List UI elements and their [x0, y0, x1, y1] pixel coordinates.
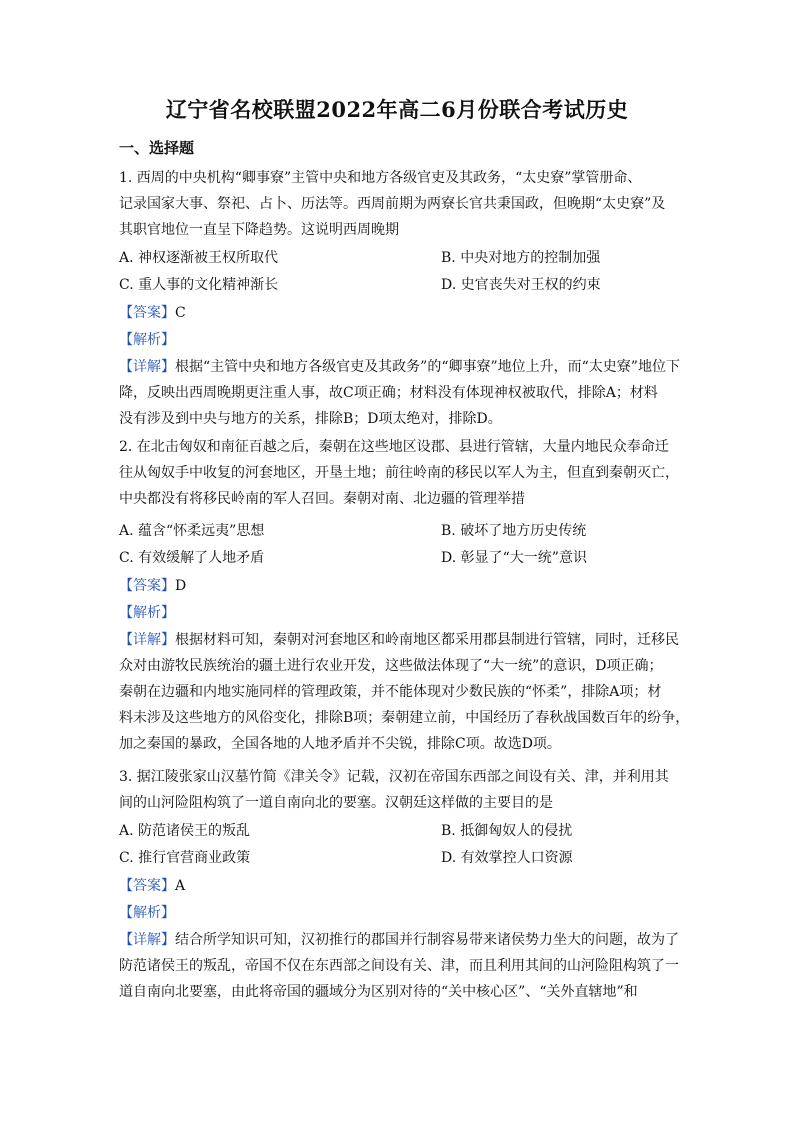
answer-value: C: [175, 305, 186, 321]
option-c: C. 推行官营商业政策: [119, 850, 251, 866]
answer-tag: 【答案】: [119, 878, 175, 894]
question-stem-line: 3. 据江陵张家山汉墓竹简《津关令》记载，汉初在帝国东西部之间设有关、津，并利用其: [119, 769, 669, 785]
analysis-tag: 【解析】: [119, 605, 175, 621]
question-stem-line: 1. 西周的中央机构“卿事寮”主管中央和地方各级官吏及其政务，“太史寮”掌管册命、: [119, 170, 642, 186]
option-d: D. 彰显了“大一统”意识: [441, 550, 587, 566]
detail-line: [119, 627, 679, 653]
detail-line: 道自南向北要塞，由此将帝国的疆域分为区别对待的“关中核心区”、“关外直辖地”和: [119, 984, 638, 1000]
option-a: A. 蕴含“怀柔远夷”思想: [119, 523, 265, 539]
question-stem-line: 往从匈奴手中收复的河套地区，开垦土地；前往岭南的移民以军人为主，但直到秦朝灭亡，: [119, 465, 679, 481]
option-c: C. 重人事的文化精神渐长: [119, 277, 279, 293]
question-stem-line: 其职官地位一直呈下降趋势。这说明西周晚期: [119, 222, 399, 238]
option-c: C. 有效缓解了人地矛盾: [119, 550, 265, 566]
detail-line: 防范诸侯王的叛乱，帝国不仅在东西部之间设有关、津，而且利用其间的山河险阻构筑了一: [119, 958, 679, 974]
question-stem-line: 中央都没有将移民岭南的军人召回。秦朝对南、北边疆的管理举措: [119, 491, 525, 507]
detail-text: 根据材料可知，秦朝对河套地区和岭南地区都采用郡县制进行管辖，同时，迁移民: [175, 632, 679, 648]
detail-text: 根据“主管中央和地方各级官吏及其政务”的“卿事寮”地位上升，而“太史寮”地位下: [175, 359, 680, 375]
answer-tag: 【答案】: [119, 578, 175, 594]
detail-line: 加之秦国的暴政，全国各地的人地矛盾并不尖锐，排除C项。故选D项。: [119, 736, 561, 752]
detail-line: 没有涉及到中央与地方的关系，排除B；D项太绝对，排除D。: [119, 411, 502, 427]
option-b: B. 中央对地方的控制加强: [441, 250, 601, 266]
answer-line: [119, 873, 675, 899]
detail-line: 降，反映出西周晚期更注重人事，故C项正确；材料没有体现神权被取代，排除A；材料: [119, 385, 658, 401]
detail-line: 料未涉及这些地方的风俗变化，排除B项；秦朝建立前，中国经历了春秋战国数百年的纷争，: [119, 710, 690, 726]
detail-line: [119, 354, 680, 380]
detail-line: 秦朝在边疆和内地实施同样的管理政策，并不能体现对少数民族的“怀柔”，排除A项；材: [119, 684, 662, 700]
detail-line: 众对由游牧民族统治的疆土进行农业开发，这些做法体现了“大一统”的意识，D项正确；: [119, 658, 663, 674]
detail-line: [119, 927, 679, 953]
question-stem-line: 2. 在北击匈奴和南征百越之后，秦朝在这些地区设郡、县进行管辖，大量内地民众奉命迁: [119, 439, 669, 455]
answer-value: A: [175, 878, 186, 894]
detail-tag: 【详解】: [119, 359, 175, 375]
question-stem-line: 间的山河险阻构筑了一道自南向北的要塞。汉朝廷这样做的主要目的是: [119, 795, 553, 811]
option-b: B. 破坏了地方历史传统: [441, 523, 587, 539]
option-d: D. 有效掌控人口资源: [441, 850, 573, 866]
page-title: 辽宁省名校联盟2022年高二6月份联合考试历史: [165, 97, 629, 122]
option-a: A. 防范诸侯王的叛乱: [119, 823, 251, 839]
analysis-tag: 【解析】: [119, 905, 175, 921]
analysis-tag: 【解析】: [119, 332, 175, 348]
option-b: B. 抵御匈奴人的侵扰: [441, 823, 573, 839]
detail-tag: 【详解】: [119, 932, 175, 948]
option-d: D. 史官丧失对王权的约束: [441, 277, 601, 293]
answer-tag: 【答案】: [119, 305, 175, 321]
question-stem-line: 记录国家大事、祭祀、占卜、历法等。西周前期为两寮长官共秉国政，但晚期“太史寮”及: [119, 196, 666, 212]
answer-value: D: [175, 578, 187, 594]
answer-line: [119, 573, 675, 599]
detail-tag: 【详解】: [119, 632, 175, 648]
answer-line: [119, 300, 675, 326]
option-a: A. 神权逐渐被王权所取代: [119, 250, 279, 266]
detail-text: 结合所学知识可知，汉初推行的郡国并行制容易带来诸侯势力坐大的问题，故为了: [175, 932, 679, 948]
section-heading: 一、选择题: [119, 139, 195, 157]
